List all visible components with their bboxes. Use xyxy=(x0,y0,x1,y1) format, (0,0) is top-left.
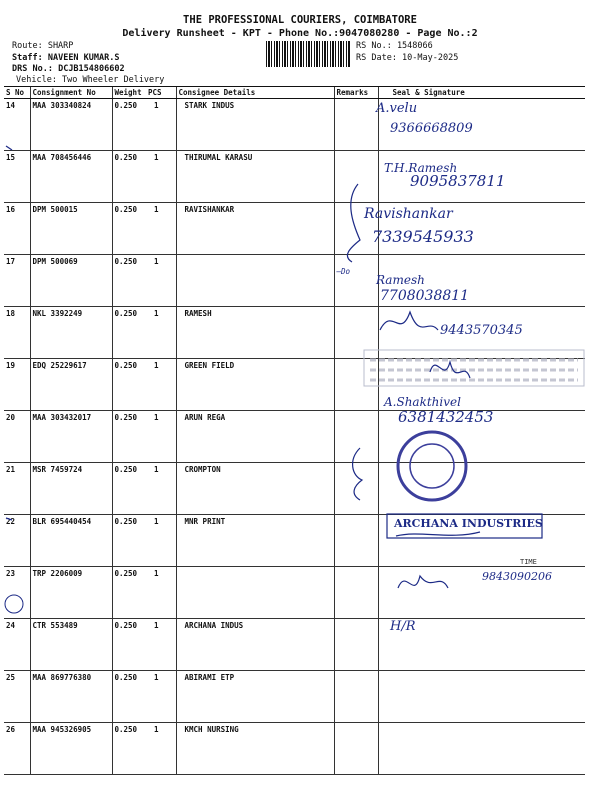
row-pcs: 1 xyxy=(146,463,176,515)
row-sno: 14 xyxy=(4,99,30,151)
row-sno: 24 xyxy=(4,619,30,671)
signature-row-21-name: A.Shakthivel xyxy=(384,395,461,409)
row-consignment-no: CTR 553489 xyxy=(30,619,112,671)
row-pcs: 1 xyxy=(146,723,176,775)
table-row xyxy=(4,203,585,255)
row-sno: 26 xyxy=(4,723,30,775)
row-consignment-no: DPM 500069 xyxy=(30,255,112,307)
runsheet-subtitle: Delivery Runsheet - KPT - Phone No.:9047080280 - Page No.:2 xyxy=(122,28,478,39)
row-sno: 15 xyxy=(4,151,30,203)
row-sno: 16 xyxy=(4,203,30,255)
row-remarks xyxy=(334,359,378,411)
row-pcs: 1 xyxy=(146,203,176,255)
row-remarks: —Do xyxy=(334,255,378,307)
staff-info xyxy=(12,53,120,63)
row-signature xyxy=(378,567,585,619)
row-remarks xyxy=(334,203,378,255)
signature-row-25-phone: 9843090206 xyxy=(482,570,552,583)
row-consignment-no: BLR 695440454 xyxy=(30,515,112,567)
row-weight: 0.250 xyxy=(112,671,146,723)
row-weight: 0.250 xyxy=(112,151,146,203)
row-weight: 0.250 xyxy=(112,515,146,567)
drs-info xyxy=(12,64,125,74)
row-consignment-no: MSR 7459724 xyxy=(30,463,112,515)
company-title: THE PROFESSIONAL COURIERS, COIMBATORE xyxy=(183,14,417,26)
table-row xyxy=(4,359,585,411)
rs-number: RS No.: 1548066 xyxy=(356,41,433,51)
col-consignment: Consignment No xyxy=(30,87,112,99)
row-weight: 0.250 xyxy=(112,307,146,359)
table-row xyxy=(4,723,585,775)
row-sno: 19 xyxy=(4,359,30,411)
col-consignee: Consignee Details xyxy=(176,87,334,99)
row-signature xyxy=(378,99,585,151)
row-pcs: 1 xyxy=(146,619,176,671)
row-consignee: GREEN FIELD xyxy=(176,359,334,411)
row-signature xyxy=(378,671,585,723)
row-consignee: RAVISHANKAR xyxy=(176,203,334,255)
row-pcs: 1 xyxy=(146,99,176,151)
col-pcs: PCS xyxy=(146,87,176,99)
barcode xyxy=(266,41,350,67)
row-consignee: ARCHANA INDUS xyxy=(176,619,334,671)
table-row xyxy=(4,151,585,203)
table-row xyxy=(4,515,585,567)
row-signature xyxy=(378,723,585,775)
row-consignee: THIRUMAL KARASU xyxy=(176,151,334,203)
table-row xyxy=(4,255,585,307)
staff-name: NAVEEN KUMAR.S xyxy=(47,53,120,63)
col-remarks: Remarks xyxy=(334,87,378,99)
row-sno: 21 xyxy=(4,463,30,515)
row-remarks xyxy=(334,151,378,203)
row-consignment-no: MAA 303432017 xyxy=(30,411,112,463)
table-row xyxy=(4,567,585,619)
col-sno: S No xyxy=(4,87,30,99)
row-signature xyxy=(378,307,585,359)
row-consignee xyxy=(176,567,334,619)
row-consignee: STARK INDUS xyxy=(176,99,334,151)
table-header-row xyxy=(4,87,585,99)
signature-row-18-phone: 7708038811 xyxy=(380,288,470,304)
row-signature xyxy=(378,359,585,411)
route-label: Route: SHARP xyxy=(12,41,74,51)
row-weight: 0.250 xyxy=(112,411,146,463)
row-consignee: MNR PRINT xyxy=(176,515,334,567)
row-weight: 0.250 xyxy=(112,203,146,255)
drs-label: DRS No.: xyxy=(12,64,53,74)
row-pcs: 1 xyxy=(146,255,176,307)
stamp-row-24-text: ARCHANA INDUSTRIES xyxy=(394,517,543,530)
time-label: TIME xyxy=(520,558,537,566)
row-signature xyxy=(378,151,585,203)
row-consignee: ABIRAMI ETP xyxy=(176,671,334,723)
row-consignment-no: MAA 303340824 xyxy=(30,99,112,151)
row-pcs: 1 xyxy=(146,567,176,619)
row-pcs: 1 xyxy=(146,411,176,463)
vehicle-label: Vehicle: Two Wheeler Delivery xyxy=(16,75,165,85)
row-weight: 0.250 xyxy=(112,723,146,775)
row-signature xyxy=(378,515,585,567)
row-signature xyxy=(378,463,585,515)
row-signature xyxy=(378,203,585,255)
row-pcs: 1 xyxy=(146,151,176,203)
row-consignment-no: MAA 708456446 xyxy=(30,151,112,203)
col-signature: Seal & Signature xyxy=(378,87,585,99)
table-row xyxy=(4,307,585,359)
row-pcs: 1 xyxy=(146,359,176,411)
row-remarks xyxy=(334,515,378,567)
signature-row-19-phone: 9443570345 xyxy=(440,323,523,338)
row-consignment-no: MAA 945326905 xyxy=(30,723,112,775)
row-weight: 0.250 xyxy=(112,567,146,619)
row-sno: 25 xyxy=(4,671,30,723)
row-consignment-no: EDQ 25229617 xyxy=(30,359,112,411)
signature-row-15-phone: 9095837811 xyxy=(410,172,506,190)
row-pcs: 1 xyxy=(146,307,176,359)
signature-row-16-phone: 7339545933 xyxy=(372,227,474,246)
row-weight: 0.250 xyxy=(112,255,146,307)
row-sno: 18 xyxy=(4,307,30,359)
signature-row-18-name: Ramesh xyxy=(376,273,425,287)
rs-date: RS Date: 10-May-2025 xyxy=(356,53,459,63)
table-row xyxy=(4,411,585,463)
table-row xyxy=(4,463,585,515)
table-row xyxy=(4,671,585,723)
runsheet-table xyxy=(4,86,585,775)
row-consignee xyxy=(176,255,334,307)
row-sno: 20 xyxy=(4,411,30,463)
row-consignment-no: MAA 869776380 xyxy=(30,671,112,723)
row-consignment-no: NKL 3392249 xyxy=(30,307,112,359)
row-sno: 17 xyxy=(4,255,30,307)
row-consignee: KMCH NURSING xyxy=(176,723,334,775)
row-weight: 0.250 xyxy=(112,619,146,671)
signature-row-15-name: T.H.Ramesh xyxy=(384,161,458,175)
row-pcs: 1 xyxy=(146,515,176,567)
row-weight: 0.250 xyxy=(112,359,146,411)
signature-row-16-name: Ravishankar xyxy=(364,206,453,222)
row-consignee: CROMPTON xyxy=(176,463,334,515)
row-consignment-no: DPM 500015 xyxy=(30,203,112,255)
row-signature xyxy=(378,411,585,463)
row-remarks xyxy=(334,411,378,463)
row-remarks xyxy=(334,671,378,723)
signature-row-21-phone: 6381432453 xyxy=(398,408,494,426)
drs-number: DCJB154806602 xyxy=(58,64,125,74)
row-pcs: 1 xyxy=(146,671,176,723)
row-consignment-no: TRP 2206009 xyxy=(30,567,112,619)
staff-label: Staff: xyxy=(12,53,43,63)
row-weight: 0.250 xyxy=(112,463,146,515)
row-remarks xyxy=(334,619,378,671)
row-signature xyxy=(378,255,585,307)
row-signature xyxy=(378,619,585,671)
row-weight: 0.250 xyxy=(112,99,146,151)
row-sno: 23 xyxy=(4,567,30,619)
signature-row-14-name: A.velu xyxy=(376,101,418,116)
row-sno: 22 xyxy=(4,515,30,567)
row-remarks xyxy=(334,567,378,619)
row-consignee: RAMESH xyxy=(176,307,334,359)
row-remarks xyxy=(334,307,378,359)
signature-row-14-phone: 9366668809 xyxy=(390,121,473,136)
signature-row-26-note: H/R xyxy=(390,619,416,634)
table-row xyxy=(4,99,585,151)
table-row xyxy=(4,619,585,671)
row-consignee: ARUN REGA xyxy=(176,411,334,463)
row-remarks xyxy=(334,723,378,775)
row-remarks xyxy=(334,463,378,515)
col-weight: Weight xyxy=(112,87,146,99)
row-remarks xyxy=(334,99,378,151)
